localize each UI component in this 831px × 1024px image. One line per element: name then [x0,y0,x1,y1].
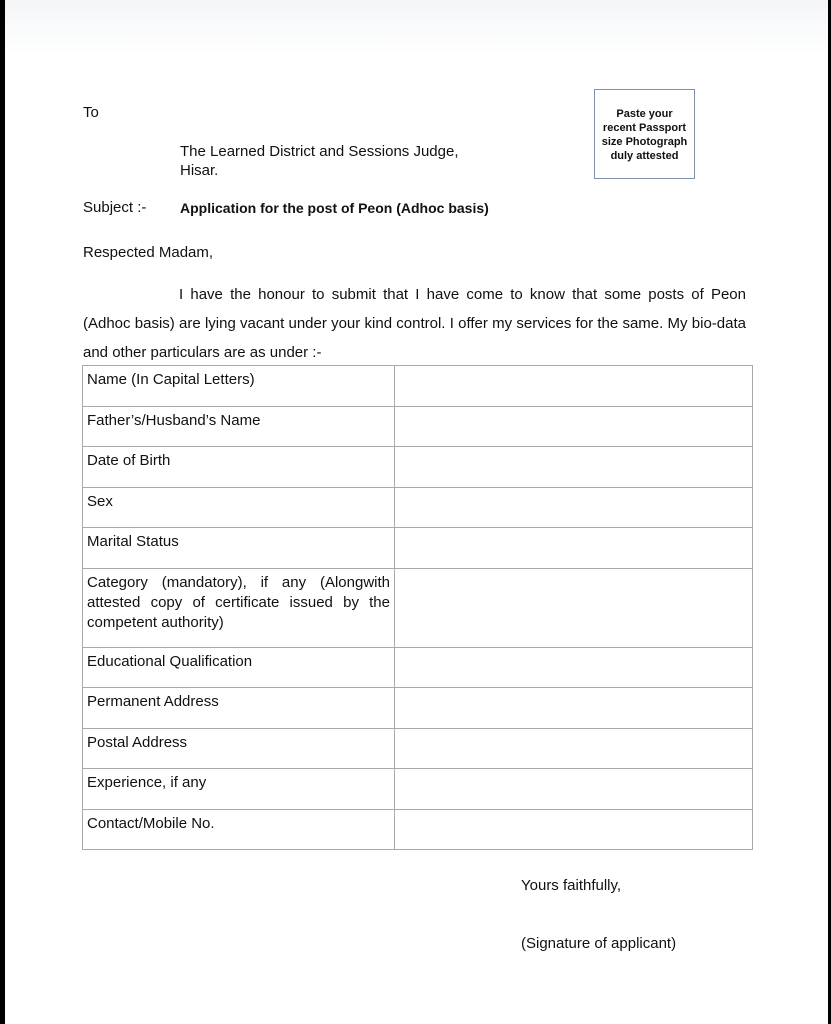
body-paragraph [83,280,746,367]
row-value-name[interactable] [395,366,753,407]
body-text: I have the honour to submit that I have come to know that some posts of Peon (Adhoc basis) are lying vacant under your kind control. I offer my services for the same. My bio-data and other particulars are as under :- [83,286,746,361]
row-label-educational-qualification: Educational Qualification [83,647,395,688]
row-label-date-of-birth: Date of Birth [83,447,395,488]
row-value-father-husband-name[interactable] [395,406,753,447]
to-label: To [83,104,99,121]
page-top-shadow [5,0,828,55]
row-label-experience: Experience, if any [83,769,395,810]
table-row [83,809,753,850]
subject-label: Subject :- [83,199,147,216]
photo-placeholder-box [594,89,695,179]
table-row [83,568,753,647]
table-row [83,728,753,769]
row-value-experience[interactable] [395,769,753,810]
photo-box-line-3: size Photograph [601,136,688,148]
row-value-contact-mobile[interactable] [395,809,753,850]
salutation: Respected Madam, [83,244,214,261]
table-row [83,447,753,488]
bio-data-table [82,365,753,850]
photo-box-line-1: Paste your [616,108,673,120]
addressee [180,142,459,180]
row-value-permanent-address[interactable] [395,688,753,729]
row-value-date-of-birth[interactable] [395,447,753,488]
addressee-line-2: Hisar. [180,162,219,179]
photo-box-line-4: duly attested [610,150,679,162]
row-value-marital-status[interactable] [395,528,753,569]
table-row [83,528,753,569]
row-value-educational-qualification[interactable] [395,647,753,688]
table-row [83,487,753,528]
row-value-postal-address[interactable] [395,728,753,769]
table-row [83,366,753,407]
addressee-line-1: The Learned District and Sessions Judge, [180,143,459,160]
photo-box-line-2: recent Passport [602,122,687,134]
row-label-postal-address: Postal Address [83,728,395,769]
row-label-contact-mobile: Contact/Mobile No. [83,809,395,850]
row-label-father-husband-name: Father’s/Husband’s Name [83,406,395,447]
closing: Yours faithfully, [521,877,622,894]
subject-text: Application for the post of Peon (Adhoc basis) [180,200,489,216]
table-row [83,647,753,688]
document-page [5,0,828,1024]
row-label-name: Name (In Capital Letters) [83,366,395,407]
table-row [83,769,753,810]
row-label-category: Category (mandatory), if any (Alongwith attested copy of certificate issued by the competent authority) [83,568,395,647]
row-label-marital-status: Marital Status [83,528,395,569]
row-label-sex: Sex [83,487,395,528]
row-value-sex[interactable] [395,487,753,528]
row-label-permanent-address: Permanent Address [83,688,395,729]
table-row [83,688,753,729]
row-value-category[interactable] [395,568,753,647]
table-row [83,406,753,447]
signature-line: (Signature of applicant) [521,935,677,952]
